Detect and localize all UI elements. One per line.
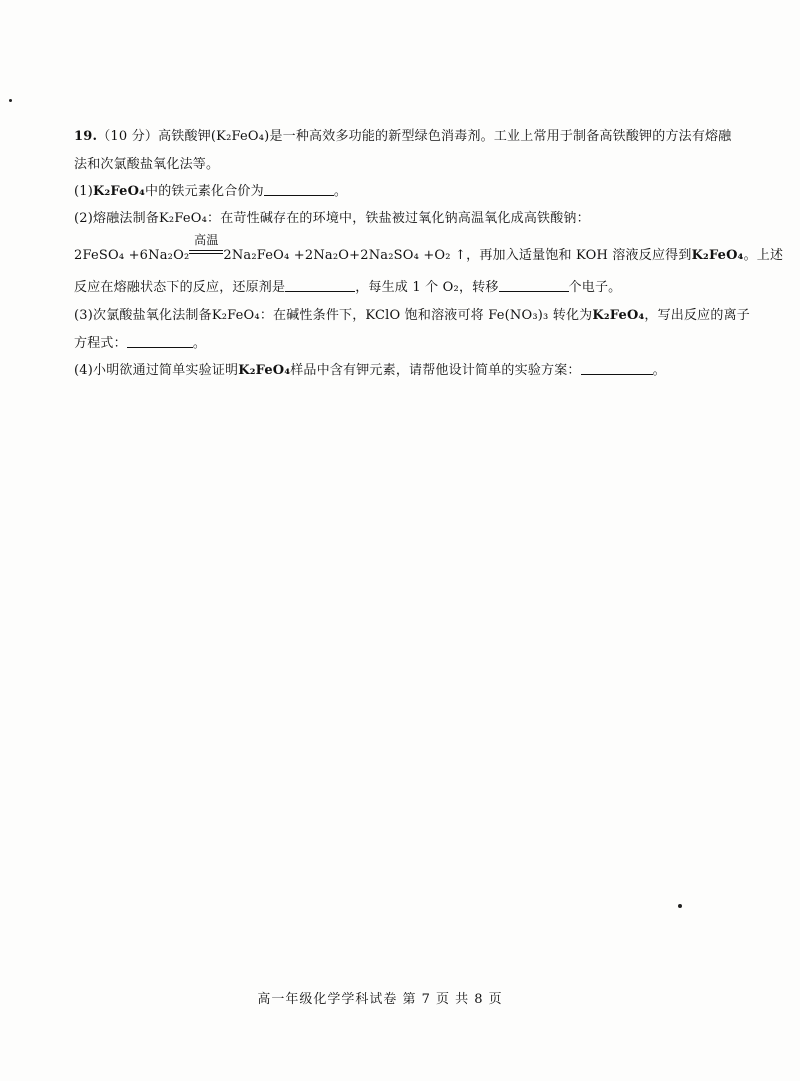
- part2-after-eq: ，再加入适量饱和 KOH 溶液反应得到: [466, 248, 692, 263]
- reaction-condition-arrow: [189, 233, 223, 261]
- formula-k2feo4: K₂FeO₄: [691, 248, 744, 263]
- question-intro-line1: [74, 128, 731, 146]
- part1-line: [74, 183, 347, 201]
- formula-k2feo4: K₂FeO₄: [211, 308, 260, 323]
- experiment-plan-blank[interactable]: [581, 362, 653, 375]
- part2-line3-c: 个电子。: [568, 280, 622, 295]
- reducing-agent-blank[interactable]: [285, 279, 355, 292]
- part1-answer-blank[interactable]: [264, 183, 334, 196]
- part3-line2: [74, 335, 206, 353]
- ion-equation-blank[interactable]: [127, 335, 193, 348]
- equals-bar: [189, 250, 223, 254]
- question-intro-a: 高铁酸钾(: [158, 129, 217, 144]
- part4-line: [74, 362, 666, 380]
- formula-k2feo4: K₂FeO₄: [93, 184, 146, 199]
- part4-end: 。: [652, 363, 666, 378]
- formula-k2feo4: K₂FeO₄: [592, 308, 645, 323]
- part1-prefix: (1): [74, 184, 94, 199]
- formula-k2feo4: K₂FeO₄: [238, 363, 291, 378]
- part2-line3-b: ，每生成 1 个 O₂，转移: [355, 280, 499, 295]
- part1-text: 中的铁元素化合价为: [145, 184, 264, 199]
- part2-equation-line: [74, 233, 784, 265]
- part4-prefix: (4)小明欲通过简单实验证明: [74, 363, 239, 378]
- formula-k2feo4: K₂FeO₄: [159, 211, 208, 226]
- part3-line2-label: 方程式：: [74, 336, 127, 351]
- part3-prefix: (3)次氯酸盐氧化法制备: [74, 308, 212, 323]
- part3-line1: [74, 307, 750, 325]
- formula-k2feo4: K₂FeO₄: [216, 129, 265, 144]
- part2-line1: [74, 210, 590, 228]
- scan-speck: [678, 904, 682, 908]
- part3-text-a: ：在碱性条件下，KClO 饱和溶液可将 Fe(NO₃)₃ 转化为: [259, 308, 593, 323]
- part2-prefix: (2)熔融法制备: [74, 211, 160, 226]
- question-intro-line2: 法和次氯酸盐氧化法等。: [74, 157, 220, 172]
- part2-after-eq-end: 。上述: [743, 248, 784, 263]
- part2-line3: [74, 279, 621, 297]
- equation-left: 2FeSO₄ +6Na₂O₂: [74, 248, 190, 263]
- part2-text: ：在苛性碱存在的环境中，铁盐被过氧化钠高温氧化成高铁酸钠：: [207, 211, 590, 226]
- part4-text: 样品中含有钾元素，请帮他设计简单的实验方案：: [290, 363, 581, 378]
- question-points: （10 分）: [97, 129, 159, 144]
- question-intro-b: )是一种高效多功能的新型绿色消毒剂。工业上常用于制备高铁酸钾的方法有熔融: [264, 129, 732, 144]
- reaction-condition: 高温: [194, 233, 219, 247]
- scan-speck: [9, 99, 12, 102]
- question-number: 19.: [74, 129, 98, 144]
- equation-right: 2Na₂FeO₄ +2Na₂O+2Na₂SO₄ +O₂ ↑: [223, 248, 467, 263]
- part3-end: 。: [192, 336, 207, 351]
- part3-text-b: ，写出反应的离子: [644, 308, 750, 323]
- part2-line3-a: 反应在熔融状态下的反应，还原剂是: [74, 280, 286, 295]
- page-footer: 高一年级化学学科试卷 第 7 页 共 8 页: [257, 992, 503, 1007]
- part1-end: 。: [333, 184, 348, 199]
- electron-count-blank[interactable]: [499, 279, 569, 292]
